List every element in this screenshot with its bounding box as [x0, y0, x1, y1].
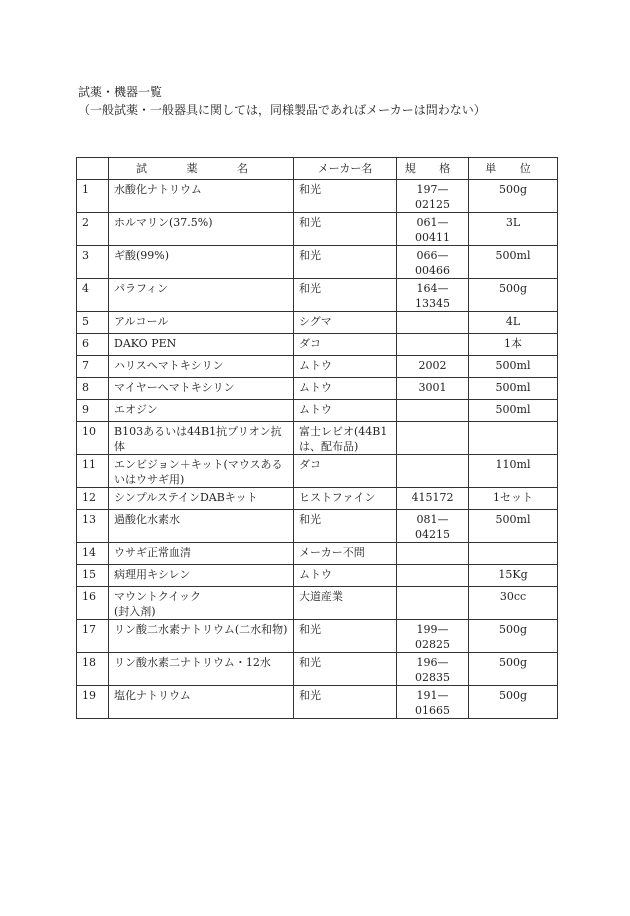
row-number-cell: 7 — [77, 356, 109, 378]
row-number-cell: 8 — [77, 378, 109, 400]
maker-cell: 和光 — [294, 246, 397, 279]
row-number-cell: 17 — [77, 620, 109, 653]
spec-cell — [397, 422, 469, 455]
table-row — [77, 488, 558, 510]
row-number-cell: 9 — [77, 400, 109, 422]
table-row — [77, 356, 558, 378]
maker-cell: 和光 — [294, 279, 397, 312]
maker-cell: 和光 — [294, 620, 397, 653]
unit-cell: 500ml — [469, 510, 558, 543]
row-number-cell: 12 — [77, 488, 109, 510]
reagent-name-cell: シンプルステインDABキット — [109, 488, 294, 510]
table-row — [77, 510, 558, 543]
unit-cell — [469, 422, 558, 455]
maker-cell: ダコ — [294, 455, 397, 488]
row-number-cell: 3 — [77, 246, 109, 279]
table-row — [77, 587, 558, 620]
subtitle: （一般試薬・一般器具に関しては，同様製品であればメーカーは問わない） — [78, 103, 486, 117]
spec-cell — [397, 543, 469, 565]
unit-cell: 500g — [469, 653, 558, 686]
reagent-table — [76, 157, 558, 719]
row-number-cell: 11 — [77, 455, 109, 488]
reagent-name-cell: アルコール — [109, 312, 294, 334]
maker-cell: 和光 — [294, 510, 397, 543]
unit-cell: 1本 — [469, 334, 558, 356]
maker-cell: ムトウ — [294, 400, 397, 422]
row-number-cell: 6 — [77, 334, 109, 356]
header-maker: メーカー名 — [294, 158, 397, 180]
spec-cell: 164—13345 — [397, 279, 469, 312]
document-heading — [78, 83, 486, 119]
reagent-name-cell: エオジン — [109, 400, 294, 422]
spec-cell: 415172 — [397, 488, 469, 510]
maker-cell: シグマ — [294, 312, 397, 334]
table-row — [77, 312, 558, 334]
row-number-cell: 4 — [77, 279, 109, 312]
spec-cell — [397, 565, 469, 587]
reagent-name-cell: マウントクイック (封入剤) — [109, 587, 294, 620]
maker-cell: ダコ — [294, 334, 397, 356]
reagent-name-cell: 病理用キシレン — [109, 565, 294, 587]
table-row — [77, 246, 558, 279]
reagent-name-cell: 過酸化水素水 — [109, 510, 294, 543]
reagent-name-cell: DAKO PEN — [109, 334, 294, 356]
maker-cell: 和光 — [294, 213, 397, 246]
row-number-cell: 16 — [77, 587, 109, 620]
table-row — [77, 422, 558, 455]
table-row — [77, 653, 558, 686]
spec-cell — [397, 312, 469, 334]
row-number-cell: 15 — [77, 565, 109, 587]
header-unit: 単 位 — [469, 158, 558, 180]
table-row — [77, 565, 558, 587]
unit-cell: 500ml — [469, 400, 558, 422]
maker-cell: ムトウ — [294, 356, 397, 378]
row-number-cell: 13 — [77, 510, 109, 543]
row-number-cell: 2 — [77, 213, 109, 246]
unit-cell: 500ml — [469, 246, 558, 279]
reagent-name-cell: エンビジョン＋キット(マウスあるいはウサギ用) — [109, 455, 294, 488]
table-row — [77, 543, 558, 565]
header-spec: 規 格 — [397, 158, 469, 180]
spec-cell: 199—02825 — [397, 620, 469, 653]
unit-cell: 500g — [469, 279, 558, 312]
reagent-name-cell: パラフィン — [109, 279, 294, 312]
reagent-name-cell: リン酸水素二ナトリウム・12水 — [109, 653, 294, 686]
spec-cell: 2002 — [397, 356, 469, 378]
table-row — [77, 279, 558, 312]
spec-cell: 191—01665 — [397, 686, 469, 719]
title: 試薬・機器一覧 — [78, 85, 163, 99]
header-no — [77, 158, 109, 180]
maker-cell: ムトウ — [294, 378, 397, 400]
spec-cell: 081—04215 — [397, 510, 469, 543]
spec-cell — [397, 587, 469, 620]
unit-cell: 500ml — [469, 356, 558, 378]
reagent-name-cell: ハリスヘマトキシリン — [109, 356, 294, 378]
table-row — [77, 213, 558, 246]
reagent-name-cell: マイヤーヘマトキシリン — [109, 378, 294, 400]
spec-cell: 196—02835 — [397, 653, 469, 686]
unit-cell: 500g — [469, 686, 558, 719]
maker-cell: ヒストファイン — [294, 488, 397, 510]
spec-cell: 3001 — [397, 378, 469, 400]
maker-cell: 和光 — [294, 686, 397, 719]
unit-cell: 15Kg — [469, 565, 558, 587]
header-reagent-name: 試 薬 名 — [109, 158, 294, 180]
spec-cell: 061—00411 — [397, 213, 469, 246]
row-number-cell: 5 — [77, 312, 109, 334]
maker-cell: 和光 — [294, 180, 397, 213]
row-number-cell: 1 — [77, 180, 109, 213]
spec-cell — [397, 400, 469, 422]
unit-cell: 500ml — [469, 378, 558, 400]
maker-cell: メーカー不問 — [294, 543, 397, 565]
table-row — [77, 180, 558, 213]
reagent-name-cell: 塩化ナトリウム — [109, 686, 294, 719]
reagent-name-cell: ギ酸(99%) — [109, 246, 294, 279]
reagent-name-cell: ウサギ正常血清 — [109, 543, 294, 565]
reagent-name-cell: 水酸化ナトリウム — [109, 180, 294, 213]
maker-cell: 和光 — [294, 653, 397, 686]
unit-cell: 4L — [469, 312, 558, 334]
unit-cell: 3L — [469, 213, 558, 246]
row-number-cell: 10 — [77, 422, 109, 455]
unit-cell — [469, 543, 558, 565]
spec-cell — [397, 455, 469, 488]
spec-cell: 197—02125 — [397, 180, 469, 213]
row-number-cell: 19 — [77, 686, 109, 719]
header-row — [77, 158, 558, 180]
spec-cell — [397, 334, 469, 356]
maker-cell: 大道産業 — [294, 587, 397, 620]
unit-cell: 500g — [469, 620, 558, 653]
table-row — [77, 620, 558, 653]
reagent-name-cell: リン酸二水素ナトリウム(二水和物) — [109, 620, 294, 653]
unit-cell: 30cc — [469, 587, 558, 620]
table-row — [77, 686, 558, 719]
unit-cell: 110ml — [469, 455, 558, 488]
table-row — [77, 334, 558, 356]
row-number-cell: 14 — [77, 543, 109, 565]
row-number-cell: 18 — [77, 653, 109, 686]
table-row — [77, 400, 558, 422]
maker-cell: 富士レビオ(44B1は、配布品) — [294, 422, 397, 455]
reagent-name-cell: B103あるいは44B1抗プリオン抗体 — [109, 422, 294, 455]
reagent-name-cell: ホルマリン(37.5%) — [109, 213, 294, 246]
table-row — [77, 378, 558, 400]
spec-cell: 066—00466 — [397, 246, 469, 279]
table-row — [77, 455, 558, 488]
maker-cell: ムトウ — [294, 565, 397, 587]
unit-cell: 500g — [469, 180, 558, 213]
unit-cell: 1セット — [469, 488, 558, 510]
